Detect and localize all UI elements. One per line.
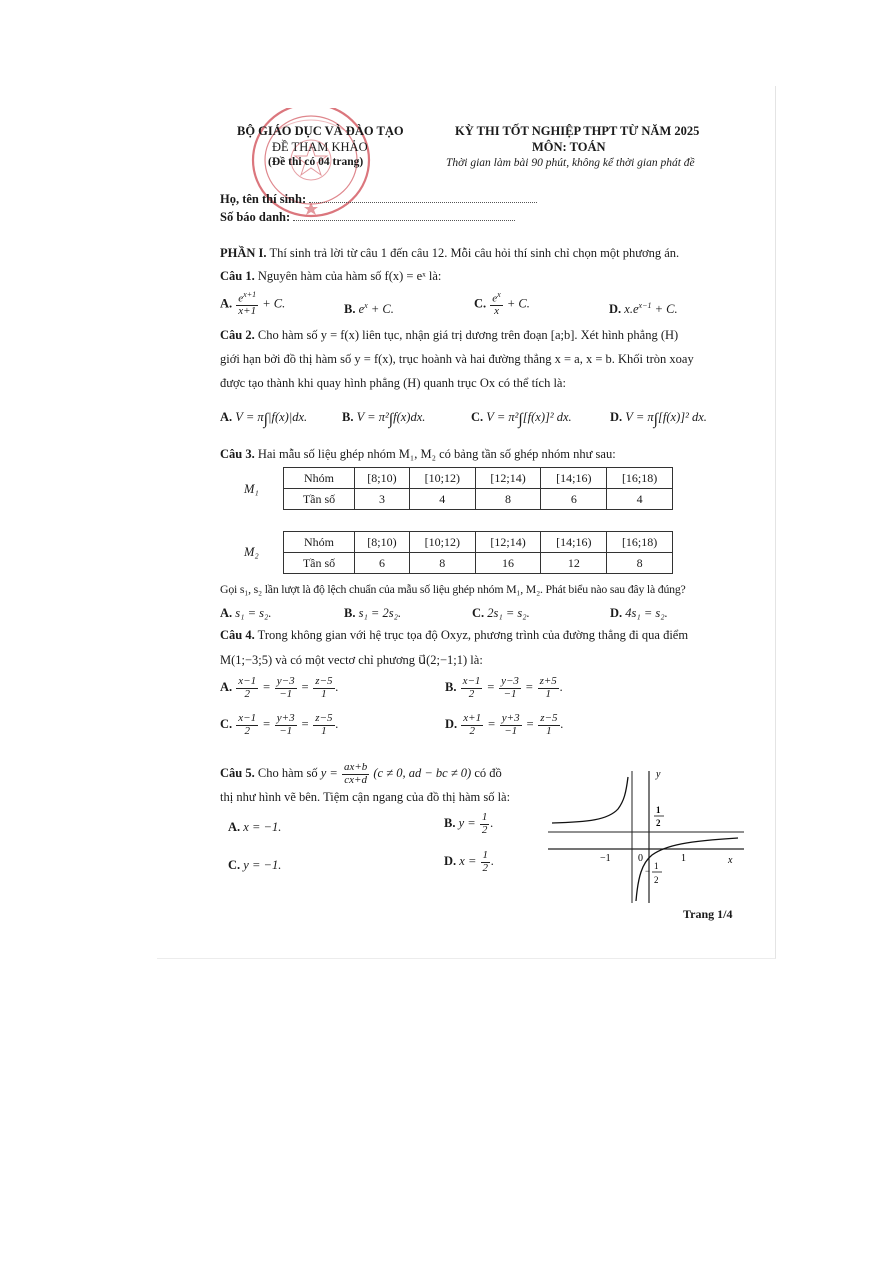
frequency-table-m2 <box>283 531 673 574</box>
svg-text:1: 1 <box>654 861 659 871</box>
curve-left-branch <box>552 777 628 823</box>
ministry-name: BỘ GIÁO DỤC VÀ ĐÀO TẠO <box>237 124 404 138</box>
table-cell: [14;16) <box>541 532 607 553</box>
subject: MÔN: TOÁN <box>532 140 606 154</box>
q5-stem-line2: thị như hình vẽ bên. Tiệm cận ngang của đồ thị hàm số là: <box>220 790 511 804</box>
svg-text:2: 2 <box>656 818 661 828</box>
tick-label-neg-one: −1 <box>600 853 611 864</box>
table-cell: [10;12) <box>409 532 475 553</box>
q2-option-b[interactable]: B. V = π²∫f(x)dx. <box>342 410 426 428</box>
curve-right-branch <box>636 838 738 901</box>
table-cell: 16 <box>475 553 541 574</box>
table-cell: 3 <box>355 489 410 510</box>
candidate-id-field[interactable] <box>293 220 515 221</box>
q2-stem-line3: được tạo thành khi quay hình phẳng (H) quanh trục Ox có thể tích là: <box>220 376 566 390</box>
q4-stem-line2: M(1;−3;5) và có một vectơ chỉ phương u⃗(2;−1;1) là: <box>220 653 483 667</box>
table-cell: [8;10) <box>355 532 410 553</box>
q1-option-c[interactable]: C. $\frac{e^x}{x}$ + C. <box>474 290 530 318</box>
q3-option-c[interactable]: C. 2s₁ = s₂. <box>472 606 530 620</box>
page-count: (Đề thi có 04 trang) <box>268 156 364 168</box>
exam-title: KỲ THI TỐT NGHIỆP THPT TỪ NĂM 2025 <box>455 124 700 138</box>
q5-option-a[interactable]: A. x = −1. <box>228 820 282 834</box>
q1-option-d[interactable]: D. $x.e^{x-1} + C$. <box>609 301 678 317</box>
frequency-table-m1 <box>283 467 673 510</box>
origin-label: 0 <box>638 853 643 864</box>
q4-option-b[interactable]: B. $\frac{x-1}{2}$ = $\frac{y-3}{-1}$ = $\frac{z+5}{1}$ . <box>445 675 563 700</box>
table-cell: [16;18) <box>607 468 673 489</box>
q3-stem: Câu 3. Hai mẫu số liệu ghép nhóm M₁, M₂ có bảng tần số ghép nhóm như sau: <box>220 447 616 461</box>
q3-option-b[interactable]: B. s₁ = 2s₂. <box>344 606 402 620</box>
table-cell: 12 <box>541 553 607 574</box>
time-note: Thời gian làm bài 90 phút, không kể thời gian phát đề <box>446 157 695 169</box>
table-cell: 4 <box>409 489 475 510</box>
q4-option-a[interactable]: A. $\frac{x-1}{2}$ = $\frac{y-3}{-1}$ = $\frac{z-5}{1}$ . <box>220 675 339 700</box>
candidate-id-label: Số báo danh: <box>220 210 515 225</box>
tick-label-half <box>654 805 664 828</box>
q3-option-d[interactable]: D. 4s₁ = s₂. <box>610 606 668 620</box>
candidate-name-label: Họ, tên thí sinh: <box>220 192 537 207</box>
y-axis-label: y <box>656 769 661 780</box>
q3-question: Gọi s₁, s₂ lần lượt là độ lệch chuẩn của mẫu số liệu ghép nhóm M₁, M₂. Phát biểu nào sau đây là đúng? <box>220 582 686 596</box>
q1-option-b[interactable]: B. $e^x + C$. <box>344 301 394 317</box>
table-cell: 8 <box>409 553 475 574</box>
part1-instruction: PHẦN I. Thí sinh trả lời từ câu 1 đến câu 12. Mỗi câu hỏi thí sinh chỉ chọn một phương án. <box>220 246 680 260</box>
q5-stem-line1: Câu 5. Cho hàm số y = $\frac{ax+b}{cx+d}$ (c ≠ 0, ad − bc ≠ 0) có đồ <box>220 761 502 786</box>
candidate-name-field[interactable] <box>309 202 537 203</box>
sample-m1-label: M₁ <box>244 482 259 496</box>
q4-option-d[interactable]: D. $\frac{x+1}{2}$ = $\frac{y+3}{-1}$ = $\frac{z-5}{1}$ . <box>445 712 564 737</box>
table-cell: 6 <box>541 489 607 510</box>
q5-option-d[interactable]: D. x = $\frac{1}{2}$ . <box>444 849 495 874</box>
q2-option-d[interactable]: D. V = π∫[f(x)]² dx. <box>610 410 707 428</box>
exam-type: ĐỀ THAM KHẢO <box>272 140 368 154</box>
table-header-group: Nhóm <box>284 468 355 489</box>
table-cell: [10;12) <box>409 468 475 489</box>
q2-option-c[interactable]: C. V = π²∫[f(x)]² dx. <box>471 410 572 428</box>
table-cell: [16;18) <box>607 532 673 553</box>
tick-label-neg-half <box>645 861 662 885</box>
table-cell: [14;16) <box>541 468 607 489</box>
q2-stem-line1: Câu 2. Cho hàm số y = f(x) liên tục, nhận giá trị dương trên đoạn [a;b]. Xét hình phẳng (H) <box>220 328 679 342</box>
table-cell: [12;14) <box>475 468 541 489</box>
svg-text:1: 1 <box>656 805 661 815</box>
table-cell: 4 <box>607 489 673 510</box>
q5-option-c[interactable]: C. y = −1. <box>228 858 282 872</box>
q4-stem-line1: Câu 4. Trong không gian với hệ trục tọa độ Oxyz, phương trình của đường thẳng đi qua điểm <box>220 628 689 642</box>
tick-label-one: 1 <box>681 853 686 864</box>
table-header-freq: Tần số <box>284 489 355 510</box>
table-cell: 6 <box>355 553 410 574</box>
svg-text:2: 2 <box>654 875 659 885</box>
q1-option-a[interactable]: A. $\frac{e^{x+1}}{x+1}$ + C. <box>220 290 286 318</box>
page-number: Trang 1/4 <box>683 907 733 921</box>
table-header-group: Nhóm <box>284 532 355 553</box>
q2-option-a[interactable]: A. V = π∫|f(x)|dx. <box>220 410 308 428</box>
hyperbola-graph <box>548 765 746 905</box>
table-cell: [8;10) <box>355 468 410 489</box>
x-axis-label: x <box>728 855 733 866</box>
q3-option-a[interactable]: A. s₁ = s₂. <box>220 606 272 620</box>
table-cell: [12;14) <box>475 532 541 553</box>
table-cell: 8 <box>475 489 541 510</box>
svg-text:−: − <box>645 866 651 876</box>
table-cell: 8 <box>607 553 673 574</box>
q4-option-c[interactable]: C. $\frac{x-1}{2}$ = $\frac{y+3}{-1}$ = $\frac{z-5}{1}$ . <box>220 712 339 737</box>
sample-m2-label: M₂ <box>244 545 259 559</box>
q1-stem: Câu 1. Nguyên hàm của hàm số f(x) = eˣ là: <box>220 269 442 283</box>
table-header-freq: Tần số <box>284 553 355 574</box>
q5-option-b[interactable]: B. y = $\frac{1}{2}$ . <box>444 811 494 836</box>
q2-stem-line2: giới hạn bởi đồ thị hàm số y = f(x), trục hoành và hai đường thẳng x = a, x = b. Khối tròn xoay <box>220 352 694 366</box>
